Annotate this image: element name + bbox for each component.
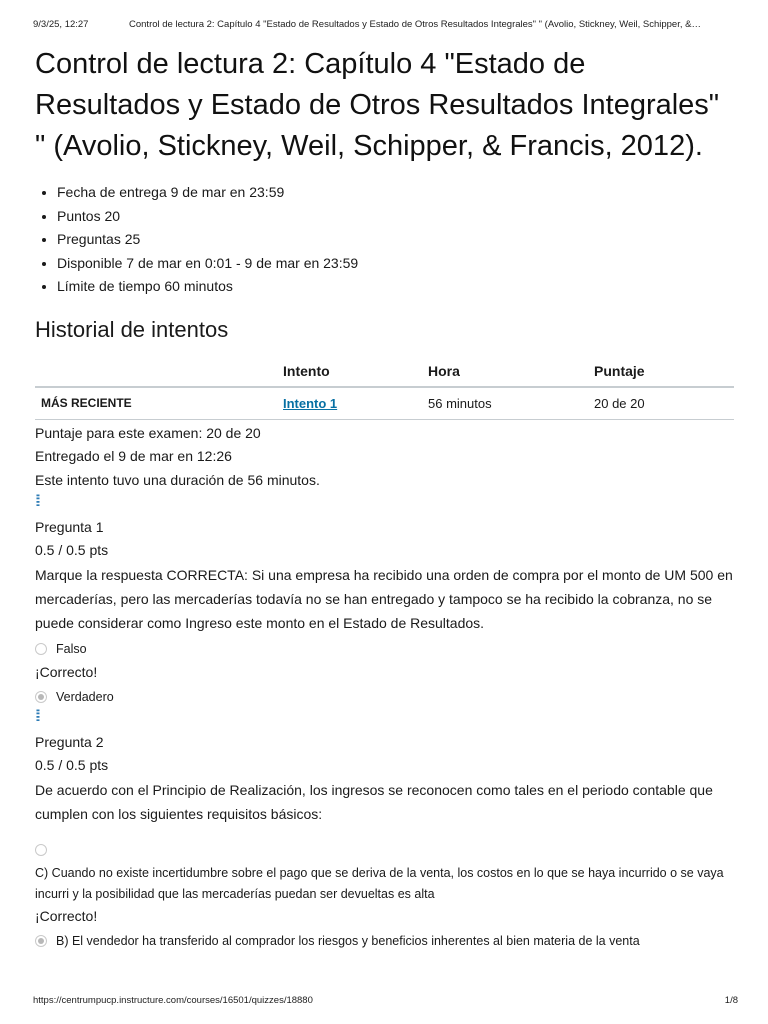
detail-availability: • Disponible 7 de mar en 0:01 - 9 de mar en 23:59	[57, 252, 735, 276]
radio-unselected-icon[interactable]	[35, 844, 47, 856]
quiz-content	[35, 44, 735, 953]
answer-label: Falso	[56, 642, 87, 656]
attempt-summary	[35, 422, 735, 493]
question-2	[35, 730, 735, 948]
duration-text: Este intento tuvo una duración de 56 minutos.	[35, 471, 320, 488]
radio-selected-icon[interactable]	[35, 691, 47, 703]
table-header-row	[35, 357, 734, 387]
drag-handle-icon[interactable]: ⁞⁞	[35, 708, 38, 725]
answer-option-verdadero[interactable]	[35, 690, 735, 704]
question-title: Pregunta 2	[35, 734, 104, 750]
detail-points: • Puntos 20	[57, 205, 735, 229]
quiz-score-text: Puntaje para este examen: 20 de 20	[35, 424, 261, 441]
print-header	[33, 19, 743, 30]
answer-option-c[interactable]	[35, 830, 735, 861]
question-title: Pregunta 1	[35, 519, 104, 535]
submitted-text: Entregado el 9 de mar en 12:26	[35, 448, 232, 464]
column-header-empty	[35, 357, 283, 387]
print-footer	[33, 995, 738, 1006]
detail-questions: • Preguntas 25	[57, 228, 735, 252]
quiz-details-list	[35, 181, 735, 299]
question-text: De acuerdo con el Principio de Realización, los ingresos se reconocen como tales en el periodo contable que cumplen con los siguientes requisitos básicos:	[35, 782, 713, 822]
detail-due-date: • Fecha de entrega 9 de mar en 23:59	[57, 181, 735, 205]
answer-label: C) Cuando no existe incertidumbre sobre el pago que se deriva de la venta, los costos en lo que se haya incurrido o se vaya incurri y la posibilidad que las mercaderías puedan ser devueltas es alta	[35, 866, 724, 901]
print-date: 9/3/25, 12:27	[33, 19, 89, 30]
radio-selected-icon[interactable]	[35, 935, 47, 947]
answer-option-falso[interactable]	[35, 642, 735, 656]
print-doc-title: Control de lectura 2: Capítulo 4 "Estado de Resultados y Estado de Otros Resultados Integrales" " (Avolio, Stickney, Weil, Schipper, &…	[129, 19, 701, 30]
print-page-number: 1/8	[724, 995, 738, 1006]
answer-option-b[interactable]	[35, 934, 735, 948]
attempt-history-title: Historial de intentos	[35, 316, 229, 342]
question-points: 0.5 / 0.5 pts	[35, 542, 109, 558]
print-url: https://centrumpucp.instructure.com/courses/16501/quizzes/18880	[33, 995, 313, 1006]
attempt-link[interactable]: Intento 1	[283, 395, 338, 411]
question-text: Marque la respuesta CORRECTA: Si una empresa ha recibido una orden de compra por el monto de UM 500 en mercaderías, pero las mercaderías todavía no se han entregado y tampoco se ha recibido la cobranza, no se puede considerar como Ingreso este monto en el Estado de Resultados.	[35, 567, 733, 631]
column-header-time: Hora	[428, 357, 594, 387]
attempt-history-table	[35, 357, 734, 420]
attempt-time: 56 minutos	[428, 387, 594, 420]
attempt-score: 20 de 20	[594, 387, 734, 420]
question-1	[35, 515, 735, 704]
most-recent-label: MÁS RECIENTE	[35, 387, 283, 420]
correct-feedback: ¡Correcto!	[35, 908, 98, 924]
question-points: 0.5 / 0.5 pts	[35, 757, 109, 773]
answer-label: B) El vendedor ha transferido al comprador los riesgos y beneficios inherentes al bien materia de la venta	[56, 934, 640, 948]
column-header-attempt: Intento	[283, 357, 428, 387]
table-row	[35, 387, 734, 420]
drag-handle-icon[interactable]: ⁞⁞	[35, 493, 38, 510]
detail-time-limit: • Límite de tiempo 60 minutos	[57, 275, 735, 299]
attempt-cell	[283, 387, 428, 420]
correct-feedback: ¡Correcto!	[35, 664, 98, 680]
page-title: Control de lectura 2: Capítulo 4 "Estado de Resultados y Estado de Otros Resultados Integrales" " (Avolio, Stickney, Weil, Schipper, & Francis, 2012).	[35, 48, 720, 162]
answer-label: Verdadero	[56, 690, 114, 704]
column-header-score: Puntaje	[594, 357, 734, 387]
radio-unselected-icon[interactable]	[35, 643, 47, 655]
